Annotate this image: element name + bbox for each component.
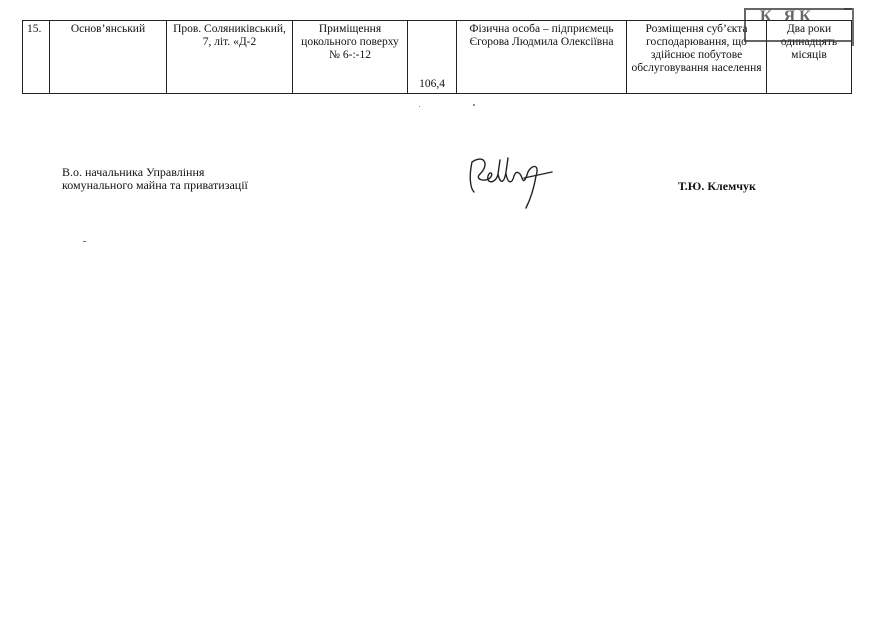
term-cell: Два роки одинадцять місяців (767, 21, 852, 94)
area-cell: 106,4 (408, 21, 457, 94)
premises-cell: Приміщення цокольного поверху № 6-:-12 (293, 21, 408, 94)
lease-table (22, 20, 852, 94)
scan-speck (473, 104, 475, 106)
stamp-mark: К ЯК (744, 8, 852, 42)
table-row (23, 21, 852, 94)
purpose-cell: Розміщення суб’єкта господарювання, що здійснює побутове обслуговування населення (627, 21, 767, 94)
position-line-1: В.о. начальника Управління (62, 165, 205, 179)
signatory-position (62, 166, 248, 192)
address-cell: Пров. Соляниківський, 7, літ. «Д-2 (167, 21, 293, 94)
scan-speck (83, 241, 86, 242)
position-line-2: комунального майна та приватизації (62, 178, 248, 192)
stamp-bracket (844, 8, 854, 46)
signatory-name: Т.Ю. Клемчук (678, 179, 756, 193)
handwritten-signature (460, 148, 560, 212)
row-number: 15. (23, 21, 50, 94)
district-cell: Основ’янський (50, 21, 167, 94)
tenant-cell: Фізична особа – підприємець Єгорова Людмила Олексіївна (457, 21, 627, 94)
scan-speck (419, 106, 420, 107)
